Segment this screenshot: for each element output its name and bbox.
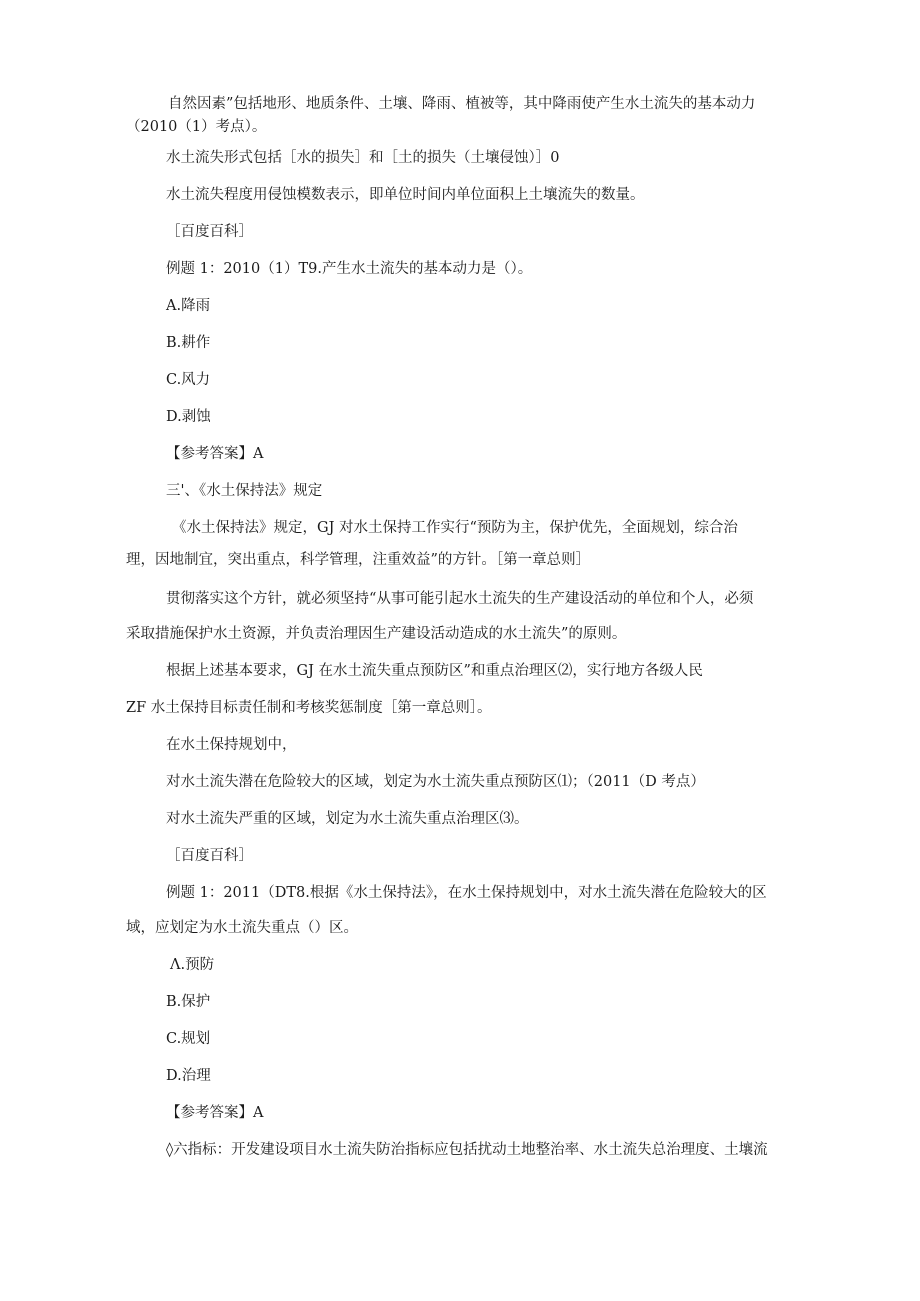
paragraph-natural-factors: 自然因素”包括地形、地质条件、土壤、降雨、植被等，其中降雨使产生水土流失的基本动力 <box>168 96 756 112</box>
paragraph-principle: 贯彻落实这个方针，就必须坚持“从事可能引起水土流失的生产建设活动的单位和个人，必须 <box>166 591 754 607</box>
example-question: 例题 1：2010（1）T9.产生水土流失的基本动力是（）。 <box>166 261 533 277</box>
answer: 【参考答案】A <box>166 1105 264 1121</box>
paragraph-planning: 在水土保持规划中， <box>166 737 297 753</box>
option-c: C.风力 <box>166 372 211 388</box>
option-a: Λ.预防 <box>170 957 215 973</box>
source-note: ［百度百科］ <box>166 848 253 864</box>
paragraph-principle-cont: 采取措施保护水土资源，并负责治理因生产建设活动造成的水土流失”的原则。 <box>126 626 627 642</box>
section-heading: 三'、《水土保持法》规定 <box>166 483 323 499</box>
paragraph-six-indicators: ◊六指标：开发建设项目水土流失防治指标应包括扰动土地整治率、水土流失总治理度、土壤流 <box>166 1142 768 1158</box>
source-note: ［百度百科］ <box>166 224 253 240</box>
answer: 【参考答案】A <box>166 446 264 462</box>
paragraph-responsibility-cont: ZF 水土保持目标责任制和考核奖惩制度［第一章总则］。 <box>126 700 492 716</box>
option-c: C.规划 <box>166 1031 211 1047</box>
paragraph-policy-cont: 理，因地制宜，突出重点，科学管理，注重效益”的方针。［第一章总则］ <box>126 552 591 568</box>
paragraph-erosion-modulus: 水土流失程度用侵蚀模数表示，即单位时间内单位面积上土壤流失的数量。 <box>166 187 645 203</box>
paragraph-prevention-zone: 对水土流失潜在危险较大的区域，划定为水土流失重点预防区⑴；（2011（D 考点） <box>166 774 705 790</box>
option-a: A.降雨 <box>166 298 211 314</box>
option-d: D.剥蚀 <box>166 409 211 425</box>
paragraph-policy: 《水土保持法》规定，GJ 对水土保持工作实行“预防为主，保护优先，全面规划，综合治 <box>172 520 738 536</box>
paragraph-natural-factors-cont: （2010（1）考点）。 <box>126 119 267 135</box>
option-b: B.耕作 <box>166 335 211 351</box>
option-b: B.保护 <box>166 994 211 1010</box>
paragraph-treatment-zone: 对水土流失严重的区域，划定为水土流失重点治理区⑶。 <box>166 811 529 827</box>
paragraph-erosion-forms: 水土流失形式包括［水的损失］和［土的损失（土壤侵蚀）］0 <box>166 150 560 166</box>
option-d: D.治理 <box>166 1068 211 1084</box>
example-question-cont: 域，应划定为水土流失重点（）区。 <box>126 920 358 936</box>
example-question: 例题 1：2011（DT8.根据《水土保持法》，在水土保持规划中，对水土流失潜在危险较大的区 <box>166 885 767 901</box>
paragraph-responsibility: 根据上述基本要求，GJ 在水土流失重点预防区”和重点治理区⑵，实行地方各级人民 <box>166 663 703 679</box>
